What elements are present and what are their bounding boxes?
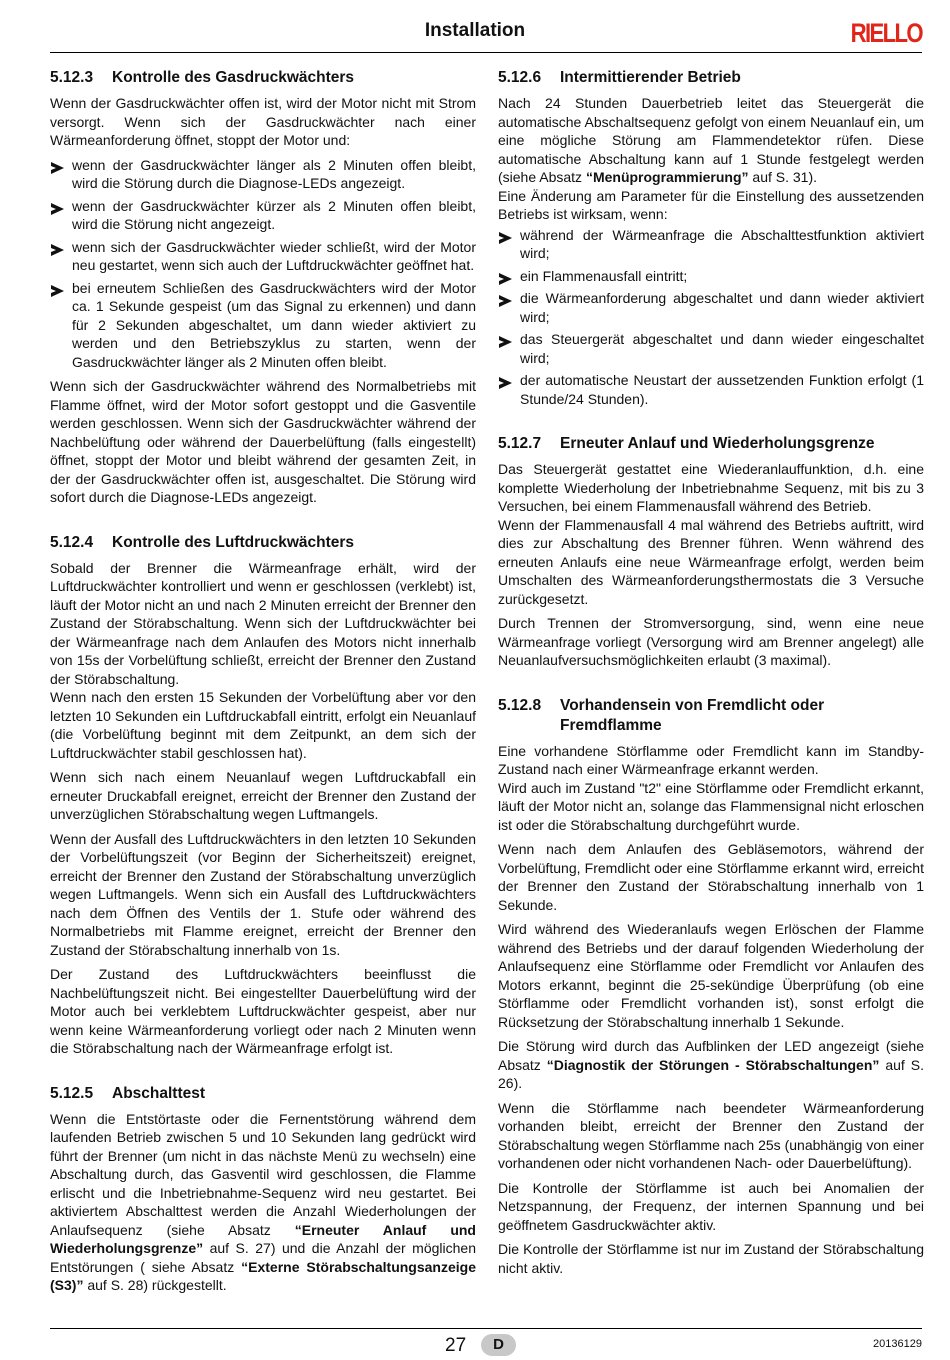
- section-number: 5.12.6: [498, 69, 542, 86]
- paragraph: Die Störung wird durch das Aufblinken der LED angezeigt (siehe Absatz “Diagnostik der Störungen - Störabschaltungen” auf S. 26).: [498, 1038, 925, 1091]
- header-divider: [50, 52, 922, 53]
- section-number: 5.12.5: [50, 1084, 94, 1102]
- paragraph: Die Kontrolle der Störflamme ist nur im Zustand der Störabschaltung nicht aktiv.: [498, 1241, 924, 1276]
- section-title: Abschalttest: [112, 1084, 206, 1102]
- page-number: 27: [445, 1335, 467, 1356]
- paragraph: Wenn der Flammenausfall 4 mal während des Betriebs auftritt, wird dies zur Abschaltung des Brenner führen. Wenn während des erneuten Anlaufs eine neue Wärmeanfrage erfolgt, werden beim Umschalten des Wärmeanforderungsthermostats die 3 Versuche zurückgesetzt.: [498, 516, 924, 607]
- paragraph: Wird auch im Zustand "t2" eine Störflamme oder Fremdlicht erkannt, läuft der Motor nicht an, solange das Flammensignal nicht erloschen ist oder die Störabschaltung durchgeführt wurde.: [498, 779, 924, 833]
- cross-reference: “Menüprogrammierung”: [585, 169, 749, 185]
- language-badge: D: [481, 1334, 516, 1356]
- paragraph: Wenn der Ausfall des Luftdruckwächters in den letzten 10 Sekunden der Vorbelüftungszeit (vor Beginn der Sicherheitszeit) ereignet, erreicht der Brenner den Zustand der Störabschaltung unverzüglich wegen Luftmangels. Wenn sich ein Ausfall des Luftdruckwächters nach dem Öffnen des Ventils der 1. Stufe oder während des Normalbetriebs mit Flamme ereignet, erreicht der Brenner den Zustand der Störabschaltung innerhalb von 1s.: [50, 830, 476, 958]
- paragraph: Wenn sich nach einem Neuanlauf wegen Luftdruckabfall ein erneuter Druckabfall ereignet, erreicht der Brenner den Zustand der unverzüglichen Störabschaltung wegen Luftmangels.: [50, 769, 476, 822]
- section-number: 5.12.3: [50, 69, 94, 86]
- arrow-bullet-icon: [499, 273, 512, 285]
- paragraph: Sobald der Brenner die Wärmeanfrage erhält, wird der Luftdruckwächter kontrolliert und wenn er geschlossen (verklebt) ist, läuft der Motor nicht an und nach 2 Minuten erreicht der Brenner den Zustand der Störabschaltung. Wenn sich der Luftdruckwächter bei der Wärmeanfrage nach dem Anlaufen des Motors nicht innerhalb von 15s der Vorbelüftung schließt, erreicht der Brenner den Zustand der Störabschaltung.: [50, 559, 476, 687]
- list-item: die Wärmeanforderung abgeschaltet und dann wieder aktiviert wird;: [498, 289, 924, 326]
- arrow-bullet-icon: [51, 285, 64, 297]
- list-item: das Steuergerät abgeschaltet und dann wieder eingeschaltet wird;: [498, 330, 924, 367]
- cross-reference: “Externe Störabschaltungsanzeige (S3)”: [50, 1258, 476, 1293]
- arrow-bullet-icon: [51, 162, 64, 174]
- paragraph: Wenn nach dem Anlaufen des Gebläsemotors, während der Vorbelüftung, Fremdlicht oder eine Störflamme erkannt wird, erreicht der Brenner den Zustand der Störabschaltung innerhalb von 1 Sekunde.: [498, 841, 924, 913]
- section-number: 5.12.7: [498, 435, 542, 452]
- page-title: Installation: [424, 20, 526, 41]
- right-column: [498, 68, 924, 1283]
- cross-reference: “Erneuter Anlauf und Wiederholungsgrenze”: [50, 1221, 476, 1256]
- paragraph: Eine Änderung am Parameter für die Einstellung des aussetzenden Betriebs ist wirksam, wenn:: [498, 187, 924, 222]
- section-number: 5.12.8: [498, 696, 542, 714]
- section-title: Erneuter Anlauf und Wiederholungsgrenze: [560, 435, 875, 452]
- paragraph: Das Steuergerät gestattet eine Wiederanlauffunktion, d.h. eine komplette Wiederholung der Inbetriebnahme Sequenz, mit bis zu 3 Versuchen, bei einem Flammenausfall während des Betrieb.: [498, 461, 924, 514]
- paragraph: Wenn die Entstörtaste oder die Fernentstörung während dem laufenden Betrieb zwischen 5 und 10 Sekunden lang gedrückt wird führt der Brenner (um nicht in das nächste Menü zu wechseln) eine Abschaltung durch, das Gasventil wird geschlossen, die Flamme erlischt und die Inbetriebnahme-Sequenz wird neu gestartet. Bei aktiviertem Abschalttest werden die Anzahl Wiederholungen der Anlaufsequenz (siehe Absatz “Erneuter Anlauf und Wiederholungsgrenze” auf S. 27) und die Anzahl der möglichen Entstörungen ( siehe Absatz “Externe Störabschaltungsanzeige (S3)” auf S. 28) rückgestellt.: [50, 1110, 476, 1293]
- list-item: wenn der Gasdruckwächter länger als 2 Minuten offen bleibt, wird die Störung durch die Diagnose-LEDs angezeigt.: [50, 156, 476, 193]
- list-item: der automatische Neustart der aussetzenden Funktion erfolgt (1 Stunde/24 Stunden).: [498, 371, 924, 408]
- bullet-list: [50, 156, 476, 372]
- paragraph: Die Kontrolle der Störflamme ist auch bei Anomalien der Netzspannung, der Frequenz, der internen Spannung und bei geöffnetem Gasdruckwächter aktiv.: [498, 1179, 924, 1233]
- bullet-list: [498, 226, 924, 409]
- list-item: bei erneutem Schließen des Gasdruckwächters wird der Motor ca. 1 Sekunde gespeist (um das Signal zu erkennen) und dann für 2 Sekunden abgeschaltet, um dann wieder aktiviert zu werden und den Betriebszyklus zu starten, wenn der Gasdruckwächter länger als 2 Minuten offen bleibt.: [50, 279, 476, 372]
- arrow-bullet-icon: [51, 203, 64, 215]
- list-item: wenn sich der Gasdruckwächter wieder schließt, wird der Motor neu gestartet, wenn sich auch der Luftdruckwächter geöffnet hat.: [50, 238, 476, 275]
- document-code: 20136129: [873, 1338, 922, 1350]
- section-heading-5-12-7: [498, 434, 924, 454]
- paragraph: Eine vorhandene Störflamme oder Fremdlicht kann im Standby-Zustand nach einer Wärmeanfrage erkannt werden.: [498, 742, 924, 777]
- section-heading-5-12-8: [498, 696, 924, 736]
- section-title: Kontrolle des Luftdruckwächters: [112, 533, 355, 551]
- paragraph: Wenn die Störflamme nach beendeter Wärmeanforderung vorhanden bleibt, erreicht der Brenner den Zustand der Störabschaltung wegen Störflamme nach 25s (unabhängig von einer vorhandenen oder nicht vorhandenen Nach- oder Dauerbelüftung).: [498, 1099, 924, 1171]
- paragraph: Durch Trennen der Stromversorgung, sind, wenn eine neue Wärmeanfrage vorliegt (Versorgung wird am Brenner angelegt) alle Neuanlaufversuchsmöglichkeiten erlaubt (3 maximal).: [498, 615, 924, 668]
- paragraph: Wenn nach den ersten 15 Sekunden der Vorbelüftung aber vor den letzten 10 Sekunden ein Luftdruckabfall eintritt, erfolgt ein Neuanlauf (die Vorbelüftung beginnt mit dem Zeitpunkt, an dem sich der Luftdruckwächter stabil geschlossen hat).: [50, 689, 476, 761]
- section-title: Intermittierender Betrieb: [560, 69, 741, 86]
- section-heading-5-12-4: [50, 533, 476, 553]
- arrow-bullet-icon: [499, 232, 512, 244]
- section-number: 5.12.4: [50, 533, 94, 551]
- section-heading-5-12-3: [50, 68, 476, 88]
- left-column: [50, 68, 476, 1301]
- list-item: während der Wärmeanfrage die Abschalttestfunktion aktiviert wird;: [498, 226, 924, 263]
- arrow-bullet-icon: [499, 336, 512, 348]
- paragraph: Wenn sich der Gasdruckwächter während des Normalbetriebs mit Flamme öffnet, wird der Motor sofort gestoppt und die Gasventile werden geschlossen. Wenn sich der Gasdruckwächter während der Nachbelüftung oder während der Dauerbelüftung (falls eingestellt) öffnet, stoppt der Motor und bleibt während der gesamten Zeit, in der der Gasdruckwächter offen ist, ausgeschaltet. Die Störung wird sofort durch die Diagnose-LEDs angezeigt.: [50, 378, 476, 505]
- paragraph: Der Zustand des Luftdruckwächters beeinflusst die Nachbelüftungszeit nicht. Bei eingestellter Dauerbelüftung wird der Motor auch bei verklebtem Luftdruckwächter gespeist, aber nur wenn keine Wärmeanforderung vorliegt oder nach 2 Minuten wenn die Störabschaltung nach der Wärmeanfrage erfolgt ist.: [50, 966, 476, 1056]
- arrow-bullet-icon: [499, 377, 512, 389]
- paragraph: Nach 24 Stunden Dauerbetrieb leitet das Steuergerät die automatische Abschaltsequenz gefolgt von einem Neuanlauf ein, um eine mögliche Störung am Flammendetektor rüfen. Diese automatische Abschaltung kann auf 1 Stunde festgelegt werden (siehe Absatz “Menüprogrammierung” auf S. 31).: [498, 95, 924, 185]
- arrow-bullet-icon: [499, 295, 512, 307]
- section-title: Vorhandensein von Fremdlicht oder Fremdflamme: [560, 696, 825, 734]
- footer-divider: [50, 1328, 922, 1329]
- paragraph: Wird während des Wiederanlaufs wegen Erlöschen der Flamme während des Betriebs und der darauf folgenden Wiederholung der Anlaufsequenz eine Störflamme oder Fremdlicht vor Anlaufen des Motors erkannt, beginnt die 25-sekündige Überprüfung (ob eine Störflamme oder Fremdlicht vorhanden ist), sonst erfolgt die Rücksetzung der Störabschaltung innerhalb 1 Sekunde.: [498, 921, 924, 1030]
- list-item: wenn der Gasdruckwächter kürzer als 2 Minuten offen bleibt, wird die Störung nicht angezeigt.: [50, 197, 476, 234]
- paragraph: Wenn der Gasdruckwächter offen ist, wird der Motor nicht mit Strom versorgt. Wenn sich der Gasdruckwächter nach einer Wärmeanforderung öffnet, stoppt der Motor und:: [50, 95, 476, 148]
- section-heading-5-12-5: [50, 1084, 476, 1104]
- cross-reference: “Diagnostik der Störungen - Störabschaltungen”: [546, 1056, 880, 1073]
- list-item: ein Flammenausfall eintritt;: [498, 267, 924, 286]
- section-heading-5-12-6: [498, 68, 924, 88]
- arrow-bullet-icon: [51, 244, 64, 256]
- section-title: Kontrolle des Gasdruckwächters: [112, 69, 355, 86]
- riello-logo: RIELLO: [850, 18, 922, 48]
